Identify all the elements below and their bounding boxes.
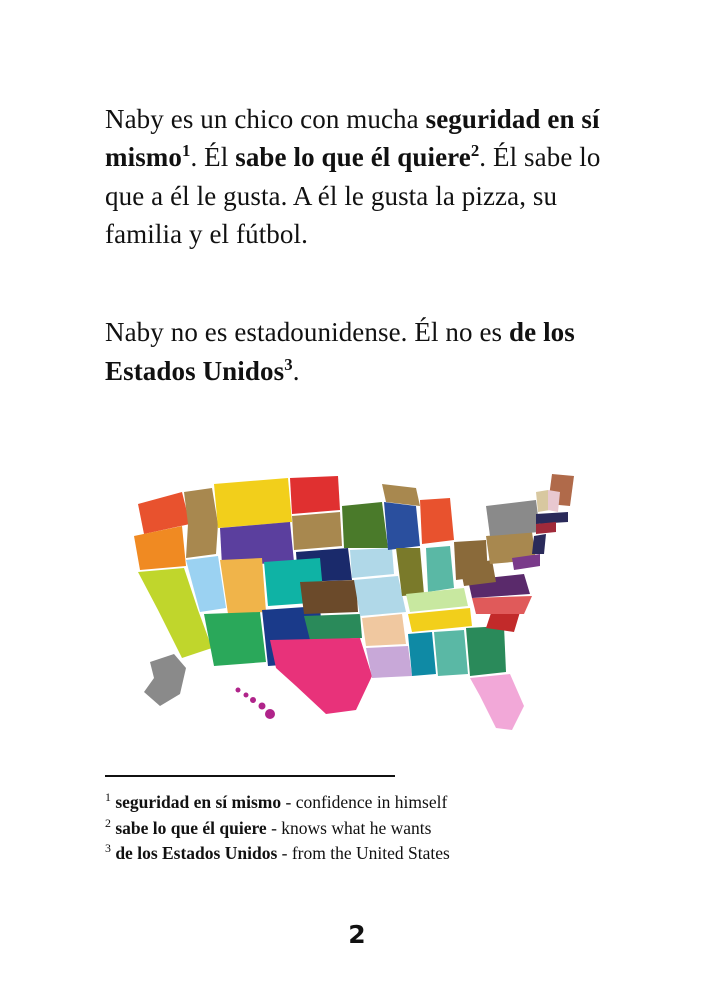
footnote-separator-rule <box>105 775 395 777</box>
state-oklahoma <box>304 614 362 640</box>
footnote-separator: - <box>277 843 292 864</box>
footnote-term: de los Estados Unidos <box>115 843 278 864</box>
state-iowa <box>350 548 394 578</box>
state-oregon <box>134 526 186 570</box>
footnote-marker: 2 <box>105 815 111 830</box>
footnote-separator: - <box>281 792 296 812</box>
run-text: . <box>292 355 300 386</box>
state-mississippi <box>408 632 436 676</box>
state-washington <box>138 492 190 534</box>
footnote-ref-3: 3 <box>284 354 293 374</box>
footnote-ref-1: 1 <box>182 141 191 161</box>
footnote-separator: - <box>266 817 282 838</box>
footnotes <box>105 790 645 867</box>
page-content <box>105 100 625 390</box>
state-alabama <box>434 630 468 676</box>
footnote-marker: 3 <box>105 841 111 856</box>
state-new-jersey <box>532 534 546 554</box>
state-north-dakota <box>290 476 340 514</box>
state-alaska <box>144 654 186 706</box>
state-minnesota <box>342 502 388 548</box>
footnote-term: sabe lo que él quiere <box>115 817 267 838</box>
footnote-gloss: confidence in himself <box>295 792 448 812</box>
state-texas <box>270 638 372 714</box>
footnote-gloss: knows what he wants <box>281 817 432 838</box>
run-bold: seguridad en sí mismo <box>105 104 600 173</box>
run-bold: sabe lo que él quiere <box>235 142 471 173</box>
run-bold: de los Estados Unidos <box>105 317 575 386</box>
footnote-1 <box>105 790 645 816</box>
state-arizona <box>204 612 266 666</box>
footnote-2 <box>105 816 645 842</box>
state-connecticut <box>536 522 556 534</box>
state-louisiana <box>366 646 412 678</box>
page-number: 2 <box>348 920 366 949</box>
run-text: Naby no es estadounidense. Él no es <box>105 317 510 348</box>
state-arkansas <box>362 614 406 646</box>
run-text: Naby es un chico con mucha <box>105 104 426 134</box>
state-kansas <box>300 580 358 614</box>
run-text: . Él <box>190 142 236 173</box>
state-idaho <box>184 488 218 558</box>
paragraph-1 <box>105 100 625 253</box>
state-vermont <box>536 490 550 512</box>
footnote-gloss: from the United States <box>291 843 450 864</box>
state-new-york <box>486 500 540 536</box>
state-michigan <box>420 498 454 544</box>
state-florida <box>470 674 524 730</box>
state-tennessee <box>408 608 472 632</box>
footnote-ref-2: 2 <box>470 141 480 161</box>
state-utah <box>220 558 266 614</box>
state-missouri <box>354 576 406 616</box>
state-north-carolina <box>472 596 532 614</box>
state-hawaii <box>236 688 276 720</box>
state-wisconsin <box>384 502 420 550</box>
footnote-marker: 1 <box>105 790 111 805</box>
state-south-dakota <box>292 512 342 550</box>
state-massachusetts <box>536 512 568 524</box>
run-text: . Él sabe lo que a él le gusta. A él le gusta la pizza, su familia y el fútbol. <box>105 142 601 249</box>
state-new-hampshire <box>548 490 560 512</box>
state-montana <box>214 478 292 528</box>
state-indiana <box>426 546 454 592</box>
state-georgia <box>466 626 506 676</box>
map-states <box>134 474 574 730</box>
map-svg <box>120 462 590 752</box>
united-states-map <box>120 462 590 752</box>
footnote-3 <box>105 841 645 867</box>
footnote-term: seguridad en sí mismo <box>115 792 282 812</box>
paragraph-2 <box>105 313 625 390</box>
